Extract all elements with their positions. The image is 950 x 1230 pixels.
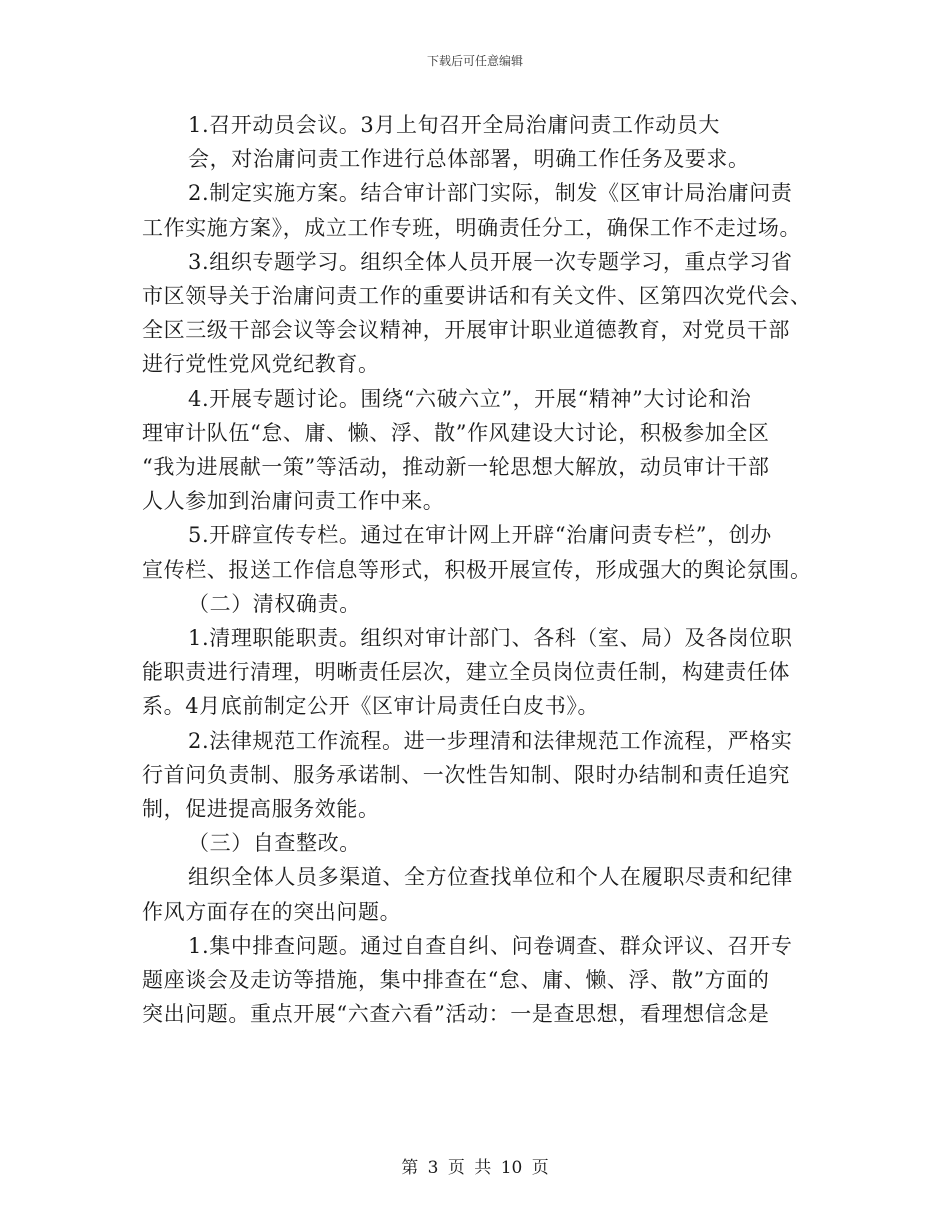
text-line: 4.开展专题讨论。围绕“六破六立”，开展“精神”大讨论和治	[188, 386, 752, 411]
text-line: 行首问负责制、服务承诺制、一次性告知制、限时办结制和责任追究	[142, 762, 790, 787]
text-line: 组织全体人员多渠道、全方位查找单位和个人在履职尽责和纪律	[188, 865, 793, 890]
text-line: 宣传栏、报送工作信息等形式，积极开展宣传，形成强大的舆论氛围。	[142, 557, 812, 582]
text-line: 全区三级干部会议等会议精神，开展审计职业道德教育，对党员干部	[142, 318, 790, 343]
text-line: 工作实施方案》，成立工作专班，明确责任分工，确保工作不走过场。	[142, 215, 802, 240]
text-line: 系。4月底前制定公开《区审计局责任白皮书》。	[142, 694, 600, 719]
page-number-footer: 第 3 页 共 10 页	[401, 1158, 549, 1178]
text-line: 1.召开动员会议。3月上旬召开全局治庸问责工作动员大	[188, 113, 720, 137]
text-line: 突出问题。重点开展“六查六看”活动：一是查思想，看理想信念是	[142, 1002, 770, 1027]
text-line: 能职责进行清理，明晰责任层次，建立全员岗位责任制，构建责任体	[142, 660, 790, 685]
text-line: （二）清权确责。	[188, 591, 361, 616]
text-line: 会，对治庸问责工作进行总体部署，明确工作任务及要求。	[188, 147, 750, 172]
text-line: 题座谈会及走访等措施，集中排查在“怠、庸、懒、浮、散”方面的	[142, 968, 770, 993]
text-line: 作风方面存在的突出问题。	[142, 899, 402, 924]
text-line: 2.法律规范工作流程。进一步理清和法律规范工作流程，严格实	[188, 728, 793, 753]
text-line: 制，促进提高服务效能。	[142, 797, 380, 822]
text-line: （三）自查整改。	[188, 831, 361, 856]
document-body	[142, 108, 810, 1031]
text-line: 理审计队伍“怠、庸、懒、浮、散”作风建设大讨论，积极参加全区	[142, 420, 770, 445]
page-header-note: 下载后可任意编辑	[426, 54, 523, 68]
text-line: 进行党性党风党纪教育。	[142, 352, 380, 377]
text-line: 市区领导关于治庸问责工作的重要讲话和有关文件、区第四次党代会、	[142, 284, 812, 309]
text-line: 1.清理职能职责。组织对审计部门、各科（室、局）及各岗位职	[188, 626, 793, 651]
text-line: 1.集中排查问题。通过自查自纠、问卷调查、群众评议、召开专	[188, 933, 793, 958]
text-line: 2.制定实施方案。结合审计部门实际，制发《区审计局治庸问责	[188, 181, 793, 206]
text-line: “我为进展献一策”等活动，推动新一轮思想大解放，动员审计干部	[142, 455, 770, 480]
text-line: 5.开辟宣传专栏。通过在审计网上开辟“治庸问责专栏”，创办	[188, 523, 772, 548]
text-line: 3.组织专题学习。组织全体人员开展一次专题学习，重点学习省	[188, 249, 793, 274]
text-line: 人人参加到治庸问责工作中来。	[142, 489, 445, 514]
